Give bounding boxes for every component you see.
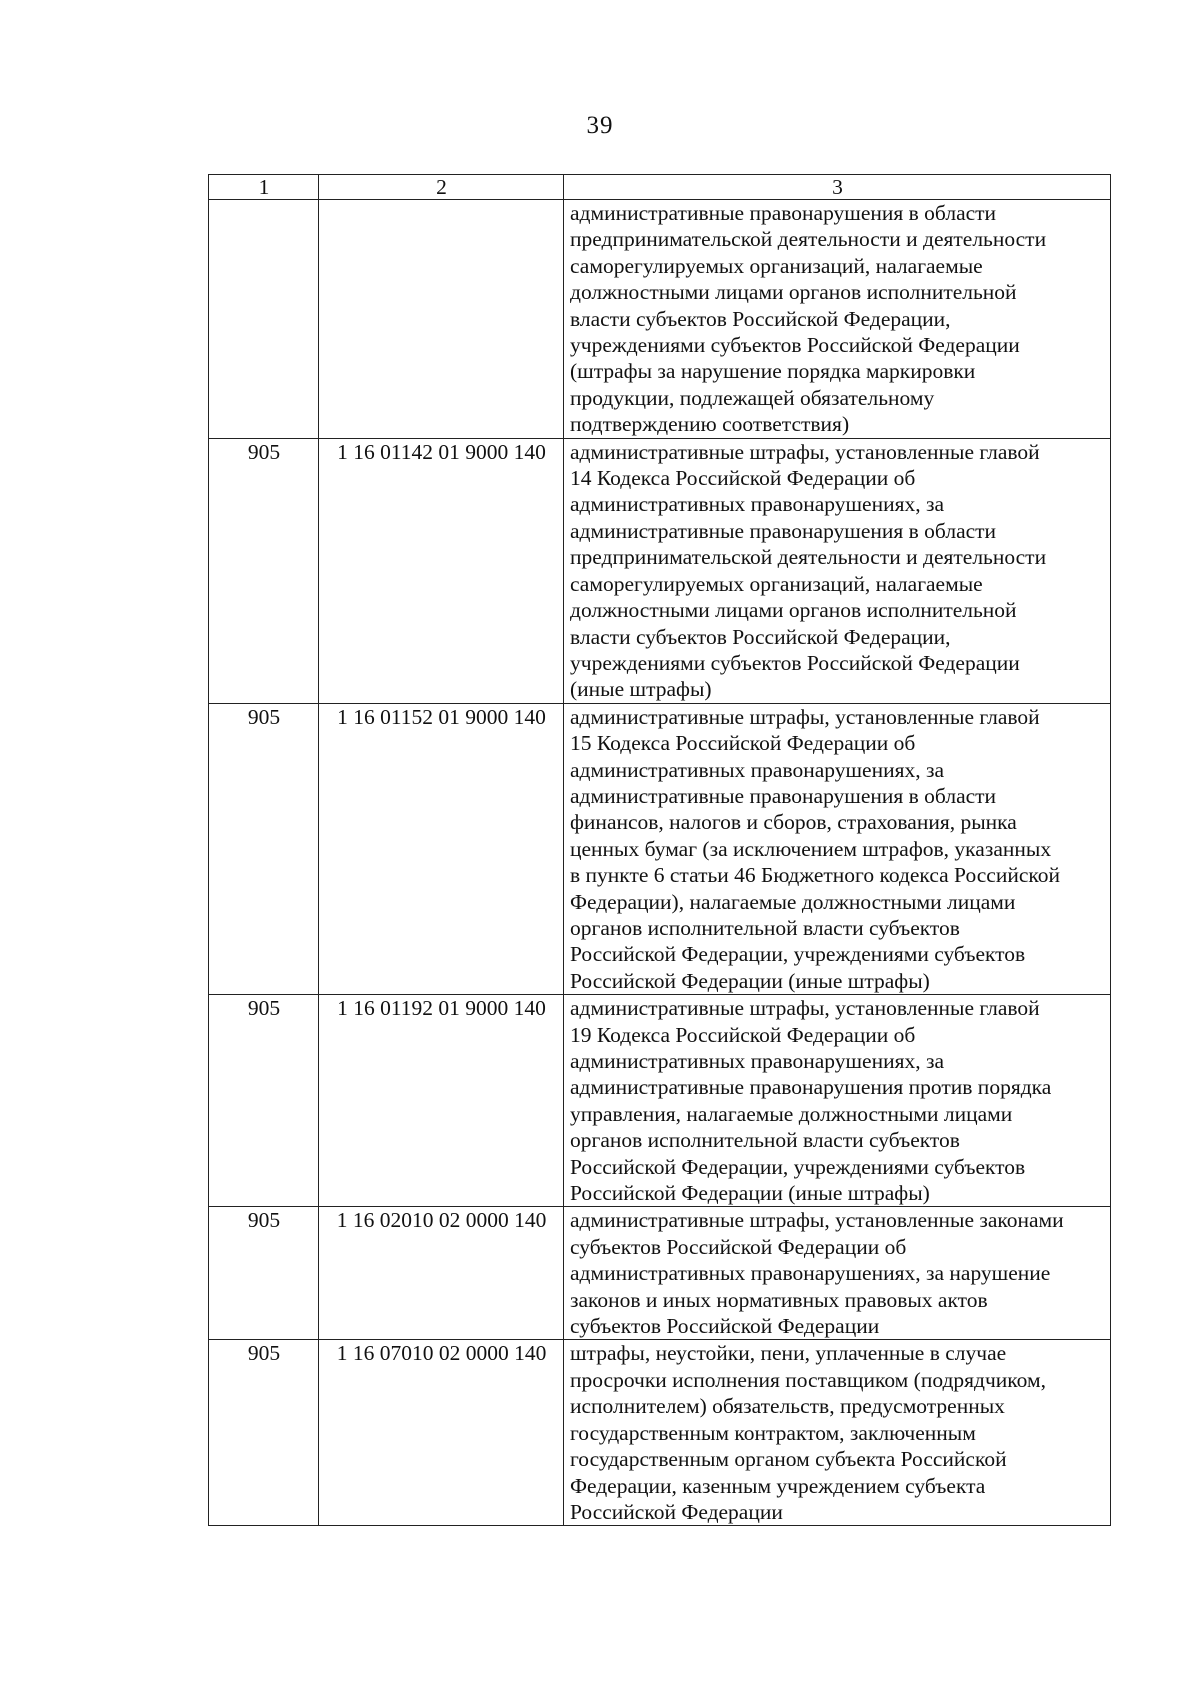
description-line: Российской Федерации (иные штрафы) [570,968,930,993]
column-header-1: 1 [209,175,319,200]
description-line: в пункте 6 статьи 46 Бюджетного кодекса Российской [570,863,1061,888]
description-cell [564,703,1111,994]
description-line: субъектов Российской Федерации об [570,1234,907,1259]
description-line: административных правонарушениях, за [570,757,945,782]
description-line: органов исполнительной власти субъектов [570,1128,960,1153]
description-line: должностными лицами органов исполнительной [570,598,1017,623]
budget-codes-table [208,174,1111,1526]
description-line: законов и иных нормативных правовых актов [570,1287,988,1312]
description-cell [564,200,1111,439]
description-cell [564,438,1111,703]
description-line: предпринимательской деятельности и деятельности [570,545,1047,570]
description-line: саморегулируемых организаций, налагаемые [570,571,983,596]
budget-classification-code-cell: 1 16 01152 01 9000 140 [319,703,564,994]
description-line: административные штрафы, установленные законами [570,1208,1064,1233]
description-line: (иные штрафы) [570,677,712,702]
description-line: управления, налагаемые должностными лицами [570,1101,1013,1126]
description-line: государственным органом субъекта Российской [570,1447,1007,1472]
admin-code-cell [209,200,319,439]
description-cell [564,1207,1111,1340]
table-body [209,200,1111,1526]
table-header-row [209,175,1111,200]
description-line: административные правонарушения против порядка [570,1075,1052,1100]
description-line: Российской Федерации, учреждениями субъектов [570,942,1026,967]
description-line: государственным контрактом, заключенным [570,1420,976,1445]
description-line: подтверждению соответствия) [570,412,850,437]
description-line: административные штрафы, установленные главой [570,439,1040,464]
description-line: Российской Федерации (иные штрафы) [570,1181,930,1206]
description-line: административные штрафы, установленные главой [570,704,1040,729]
description-line: штрафы, неустойки, пени, уплаченные в случае [570,1341,1007,1366]
description-line: предпринимательской деятельности и деятельности [570,227,1047,252]
description-line: просрочки исполнения поставщиком (подрядчиком, [570,1367,1046,1392]
column-header-3: 3 [564,175,1111,200]
table-row [209,200,1111,439]
table-row [209,1340,1111,1526]
admin-code-cell: 905 [209,703,319,994]
description-line: 14 Кодекса Российской Федерации об [570,466,916,491]
admin-code-cell: 905 [209,1340,319,1526]
page-number: 39 [586,112,614,139]
description-line: власти субъектов Российской Федерации, [570,624,951,649]
description-line: 15 Кодекса Российской Федерации об [570,731,916,756]
description-line: ценных бумаг (за исключением штрафов, указанных [570,836,1052,861]
description-line: саморегулируемых организаций, налагаемые [570,253,983,278]
description-line: власти субъектов Российской Федерации, [570,306,951,331]
description-line: должностными лицами органов исполнительной [570,280,1017,305]
description-line: административных правонарушениях, за [570,1049,945,1073]
column-header-2: 2 [319,175,564,200]
description-line: учреждениями субъектов Российской Федерации [570,650,1020,675]
description-line: административных правонарушениях, за [570,492,945,517]
description-line: административные правонарушения в области [570,783,997,808]
description-line: административные правонарушения в области [570,201,997,225]
description-line: административные правонарушения в области [570,518,997,543]
admin-code-cell: 905 [209,438,319,703]
description-line: исполнителем) обязательств, предусмотренных [570,1394,1005,1419]
table-row [209,703,1111,994]
description-cell [564,1340,1111,1526]
description-line: (штрафы за нарушение порядка маркировки [570,359,976,384]
table-row [209,438,1111,703]
admin-code-cell: 905 [209,1207,319,1340]
budget-classification-code-cell [319,200,564,439]
description-cell [564,995,1111,1207]
table-row [209,1207,1111,1340]
description-line: Федерации, казенным учреждением субъекта [570,1473,986,1498]
budget-classification-code-cell: 1 16 01142 01 9000 140 [319,438,564,703]
description-line: учреждениями субъектов Российской Федерации [570,333,1020,358]
budget-classification-code-cell: 1 16 07010 02 0000 140 [319,1340,564,1526]
budget-classification-code-cell: 1 16 02010 02 0000 140 [319,1207,564,1340]
description-line: финансов, налогов и сборов, страхования, рынка [570,810,1017,835]
description-line: продукции, подлежащей обязательному [570,385,935,410]
table-row [209,995,1111,1207]
description-line: субъектов Российской Федерации [570,1314,880,1339]
budget-classification-code-cell: 1 16 01192 01 9000 140 [319,995,564,1207]
description-line: 19 Кодекса Российской Федерации об [570,1022,916,1047]
description-line: органов исполнительной власти субъектов [570,915,960,940]
description-line: Российской Федерации, учреждениями субъектов [570,1154,1026,1179]
description-line: Федерации), налагаемые должностными лицами [570,889,1016,914]
description-line: административных правонарушениях, за нарушение [570,1261,1051,1286]
description-line: Российской Федерации [570,1499,783,1524]
admin-code-cell: 905 [209,995,319,1207]
description-line: административные штрафы, установленные главой [570,996,1040,1021]
